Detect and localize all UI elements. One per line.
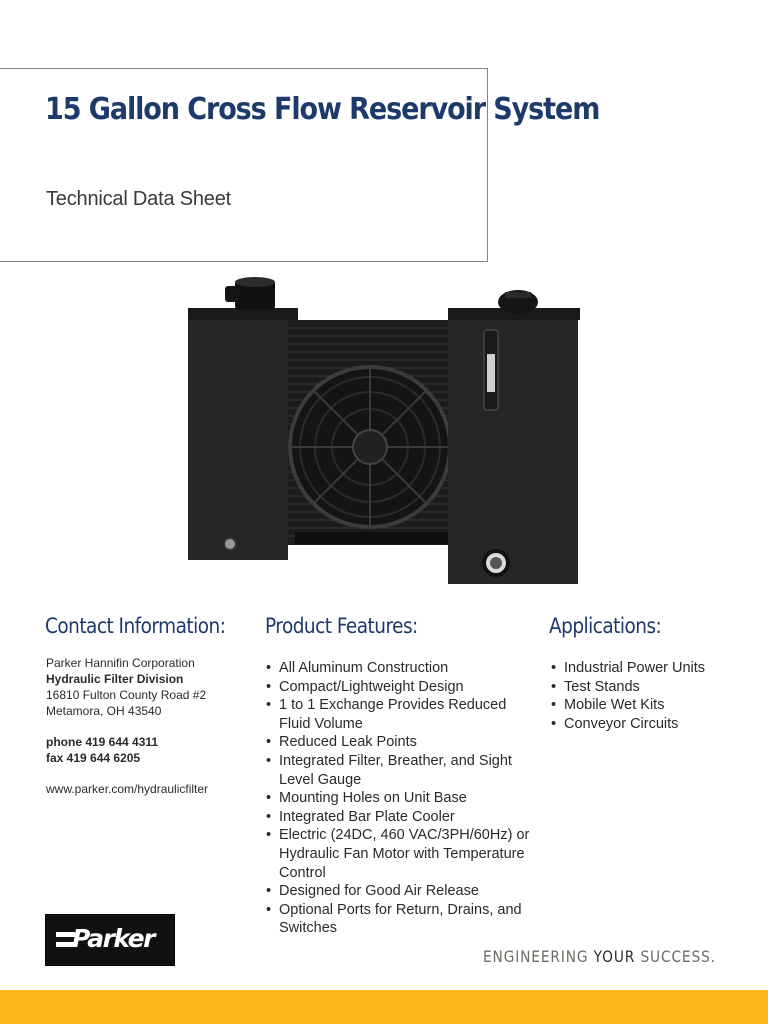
list-item: • Designed for Good Air Release <box>265 882 540 901</box>
tagline <box>483 947 716 966</box>
applications-list <box>550 659 750 733</box>
website-link[interactable]: www.parker.com/hydraulicfilter <box>46 782 209 796</box>
tagline-part-1: ENGINEERING <box>483 947 594 966</box>
features-heading: Product Features: <box>265 614 418 638</box>
parker-logo <box>45 914 175 966</box>
product-photo <box>180 272 590 597</box>
list-item: • Mounting Holes on Unit Base <box>265 789 540 808</box>
fax-number: fax 419 644 6205 <box>46 751 141 765</box>
logo-wordmark: Parker <box>72 924 154 953</box>
list-item: • Optional Ports for Return, Drains, and Switches <box>265 901 540 938</box>
list-item: • Conveyor Circuits <box>550 715 750 734</box>
spacer <box>46 766 256 781</box>
left-tank <box>188 277 298 560</box>
list-item: • Industrial Power Units <box>550 659 750 678</box>
phone-number: phone 419 644 4311 <box>46 735 159 749</box>
tagline-part-3: SUCCESS. <box>635 947 716 966</box>
right-tank <box>448 290 580 584</box>
company-name: Parker Hannifin Corporation <box>46 656 195 670</box>
tagline-part-2: YOUR <box>593 947 636 966</box>
list-item: • Integrated Filter, Breather, and Sight Level Gauge <box>265 752 540 789</box>
page-title: 15 Gallon Cross Flow Reservoir System <box>45 92 600 127</box>
address-line-2: Metamora, OH 43540 <box>46 704 162 718</box>
division-name: Hydraulic Filter Division <box>46 672 184 686</box>
list-item: • Mobile Wet Kits <box>550 696 750 715</box>
page-subtitle: Technical Data Sheet <box>46 188 232 210</box>
list-item: • Compact/Lightweight Design <box>265 678 540 697</box>
list-item: • Electric (24DC, 460 VAC/3PH/60Hz) or Hydraulic Fan Motor with Temperature Control <box>265 826 540 882</box>
features-list <box>265 659 540 938</box>
address-line-1: 16810 Fulton County Road #2 <box>46 688 207 702</box>
spacer <box>46 719 256 734</box>
list-item: • All Aluminum Construction <box>265 659 540 678</box>
applications-heading: Applications: <box>549 614 662 638</box>
contact-heading: Contact Information: <box>45 614 226 638</box>
list-item: • Integrated Bar Plate Cooler <box>265 808 540 827</box>
list-item: • Reduced Leak Points <box>265 733 540 752</box>
contact-block <box>46 655 256 797</box>
footer-accent-bar <box>0 990 768 1024</box>
list-item: • 1 to 1 Exchange Provides Reduced Fluid Volume <box>265 696 540 733</box>
list-item: • Test Stands <box>550 678 750 697</box>
fan <box>290 367 450 527</box>
